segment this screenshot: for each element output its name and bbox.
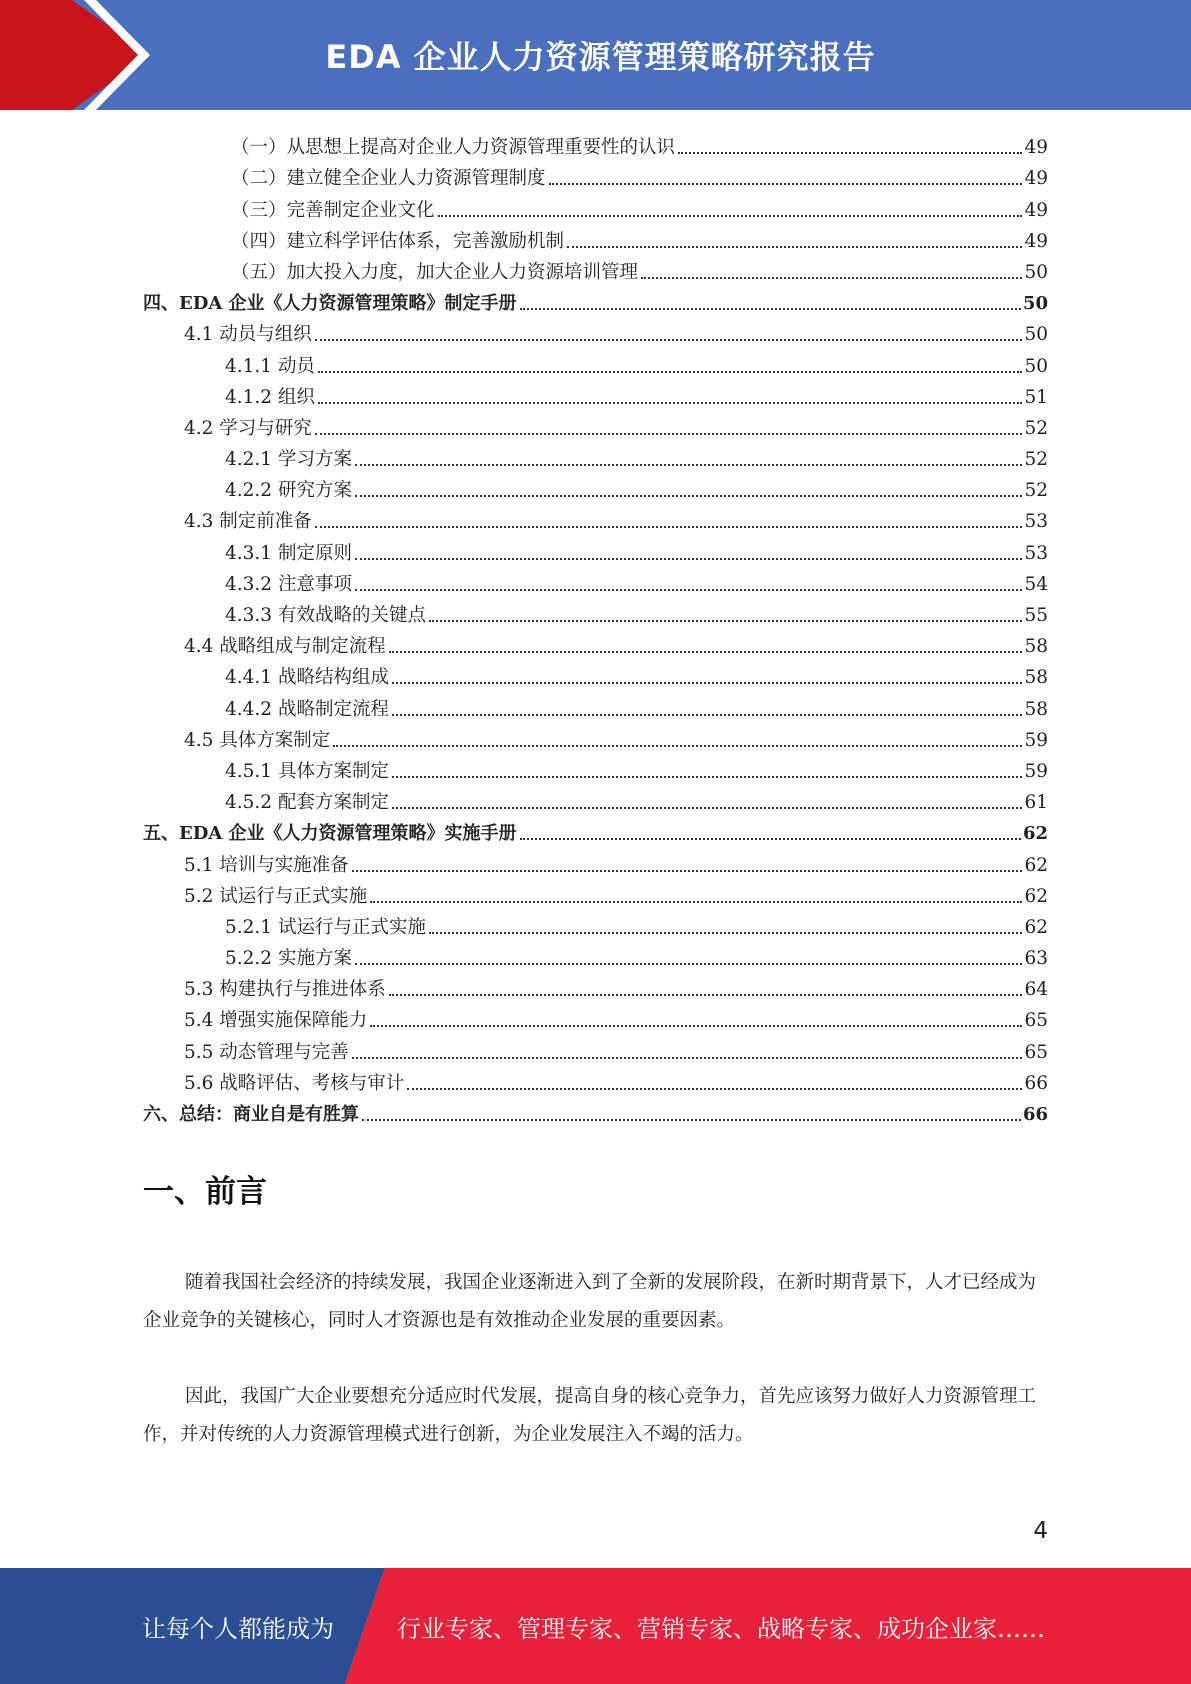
toc-entry-title: 4.5.1 具体方案制定 [225, 760, 389, 782]
toc-dot-leader [355, 589, 1023, 591]
toc-dot-leader [392, 714, 1022, 716]
toc-entry[interactable] [143, 596, 1048, 627]
toc-entry[interactable] [143, 1095, 1048, 1126]
table-of-contents [143, 128, 1048, 1126]
toc-entry-page: 53 [1024, 511, 1048, 533]
toc-entry-page: 52 [1024, 417, 1048, 439]
toc-entry[interactable] [143, 471, 1048, 502]
toc-entry-page: 65 [1024, 1010, 1048, 1032]
toc-entry-page: 52 [1024, 480, 1048, 502]
toc-entry-title: 4.2 学习与研究 [184, 417, 312, 439]
toc-entry[interactable] [143, 253, 1048, 284]
toc-entry-page: 50 [1024, 355, 1048, 377]
toc-entry-title: （四）建立科学评估体系，完善激励机制 [231, 230, 565, 252]
toc-entry-title: 5.6 战略评估、考核与审计 [184, 1072, 405, 1094]
toc-dot-leader [352, 1057, 1023, 1059]
toc-dot-leader [315, 526, 1023, 528]
toc-entry-title: 5.4 增强实施保障能力 [184, 1010, 368, 1032]
toc-dot-leader [407, 1088, 1022, 1090]
toc-entry-page: 50 [1022, 293, 1048, 315]
toc-entry[interactable] [143, 908, 1048, 939]
toc-entry-page: 66 [1022, 1104, 1048, 1125]
toc-entry-page: 49 [1024, 168, 1048, 190]
toc-dot-leader [389, 994, 1023, 996]
toc-entry[interactable] [143, 222, 1048, 253]
toc-entry-page: 63 [1024, 948, 1048, 970]
toc-entry[interactable] [143, 502, 1048, 533]
toc-entry[interactable] [143, 814, 1048, 845]
toc-entry-page: 49 [1024, 199, 1048, 221]
toc-entry-page: 62 [1024, 916, 1048, 938]
toc-entry[interactable] [143, 533, 1048, 564]
toc-entry-page: 58 [1024, 698, 1048, 720]
section-heading: 一、前言 [143, 1174, 267, 1210]
toc-entry-title: 5.2.2 实施方案 [225, 948, 352, 970]
toc-entry-title: 5.2.1 试运行与正式实施 [225, 916, 426, 938]
toc-dot-leader [520, 838, 1021, 840]
toc-entry-title: 4.4.2 战略制定流程 [225, 698, 389, 720]
toc-entry-title: 4.1.1 动员 [225, 355, 315, 377]
toc-dot-leader [362, 1119, 1021, 1121]
toc-entry-title: 4.3 制定前准备 [184, 511, 312, 533]
toc-entry-title: 5.5 动态管理与完善 [184, 1041, 349, 1063]
toc-entry[interactable] [143, 877, 1048, 908]
toc-dot-leader [520, 308, 1021, 310]
toc-entry-title: （三）完善制定企业文化 [231, 199, 435, 221]
toc-entry-title: 4.3.1 制定原则 [225, 542, 352, 564]
toc-dot-leader [429, 620, 1022, 622]
toc-entry[interactable] [143, 378, 1048, 409]
toc-entry-title: 4.1.2 组织 [225, 386, 315, 408]
toc-entry[interactable] [143, 159, 1048, 190]
toc-dot-leader [549, 183, 1023, 185]
toc-entry-title: 4.5.2 配套方案制定 [225, 792, 389, 814]
toc-entry[interactable] [143, 658, 1048, 689]
toc-entry-page: 51 [1024, 386, 1048, 408]
toc-entry-page: 66 [1024, 1072, 1048, 1094]
toc-entry[interactable] [143, 440, 1048, 471]
footer-slogan-left: 让每个人都能成为 [142, 1614, 334, 1643]
toc-entry-page: 55 [1024, 605, 1048, 626]
toc-dot-leader [429, 932, 1022, 934]
toc-dot-leader [392, 807, 1022, 809]
toc-entry-page: 54 [1024, 573, 1048, 595]
toc-dot-leader [392, 682, 1022, 684]
toc-entry-title: 5.2 试运行与正式实施 [184, 885, 368, 907]
toc-entry-title: 四、EDA 企业《人力资源管理策略》制定手册 [143, 293, 517, 315]
toc-entry-page: 62 [1024, 885, 1048, 907]
toc-entry-page: 49 [1024, 137, 1048, 159]
toc-entry-page: 59 [1024, 729, 1048, 751]
toc-entry[interactable] [143, 346, 1048, 377]
toc-entry-page: 52 [1024, 449, 1048, 471]
toc-dot-leader [315, 433, 1023, 435]
toc-entry-page: 50 [1024, 324, 1048, 346]
toc-entry-page: 64 [1024, 979, 1048, 1001]
toc-dot-leader [392, 776, 1022, 778]
toc-dot-leader [438, 215, 1023, 217]
toc-dot-leader [355, 464, 1023, 466]
toc-dot-leader [318, 371, 1023, 373]
toc-dot-leader [370, 1025, 1022, 1027]
toc-entry-title: （五）加大投入力度，加大企业人力资源培训管理 [231, 261, 639, 283]
toc-entry-title: 4.5 具体方案制定 [184, 729, 331, 751]
toc-entry-page: 59 [1024, 760, 1048, 782]
toc-dot-leader [355, 495, 1023, 497]
toc-entry-title: （二）建立健全企业人力资源管理制度 [231, 168, 546, 190]
toc-entry-title: 4.3.2 注意事项 [225, 573, 352, 595]
toc-entry[interactable] [143, 939, 1048, 970]
toc-entry-title: 4.3.3 有效战略的关键点 [225, 605, 426, 626]
toc-dot-leader [333, 745, 1022, 747]
toc-dot-leader [370, 901, 1022, 903]
toc-entry-title: 4.2.1 学习方案 [225, 449, 352, 471]
toc-entry[interactable] [143, 1064, 1048, 1095]
toc-entry-title: 五、EDA 企业《人力资源管理策略》实施手册 [143, 823, 517, 845]
toc-entry-page: 61 [1024, 792, 1048, 814]
toc-entry-page: 62 [1024, 854, 1048, 876]
toc-entry-title: （一）从思想上提高对企业人力资源管理重要性的认识 [231, 137, 676, 159]
toc-entry-page: 58 [1024, 667, 1048, 689]
toc-entry-page: 65 [1024, 1041, 1048, 1063]
toc-dot-leader [318, 402, 1023, 404]
footer-slogan-right: 行业专家、管理专家、营销专家、战略专家、成功企业家…… [397, 1614, 1045, 1643]
toc-entry[interactable] [143, 1032, 1048, 1063]
toc-entry[interactable] [143, 315, 1048, 346]
toc-dot-leader [315, 339, 1023, 341]
toc-entry-title: 5.3 构建执行与推进体系 [184, 979, 386, 1001]
toc-dot-leader [389, 651, 1023, 653]
toc-entry[interactable] [143, 721, 1048, 752]
body-paragraph: 随着我国社会经济的持续发展，我国企业逐渐进入到了全新的发展阶段，在新时期背景下，人才已经成为企业竞争的关键核心，同时人才资源也是有效推动企业发展的重要因素。 [143, 1272, 1037, 1331]
toc-dot-leader [678, 152, 1022, 154]
toc-entry-page: 50 [1024, 261, 1048, 283]
toc-entry[interactable] [143, 627, 1048, 658]
toc-entry[interactable] [143, 565, 1048, 596]
toc-entry-title: 4.2.2 研究方案 [225, 480, 352, 502]
toc-entry[interactable] [143, 752, 1048, 783]
toc-dot-leader [355, 558, 1023, 560]
toc-entry[interactable] [143, 845, 1048, 876]
body-paragraph: 因此，我国广大企业要想充分适应时代发展，提高自身的核心竞争力，首先应该努力做好人力资源管理工作，并对传统的人力资源管理模式进行创新，为企业发展注入不竭的活力。 [143, 1386, 1037, 1445]
toc-entry[interactable] [143, 409, 1048, 440]
page-number: 4 [1033, 1518, 1048, 1544]
toc-entry-title: 4.1 动员与组织 [184, 324, 312, 346]
toc-entry-page: 49 [1024, 230, 1048, 252]
page-footer [0, 1568, 1191, 1684]
toc-dot-leader [641, 277, 1022, 279]
toc-entry-title: 六、总结：商业自是有胜算 [143, 1104, 359, 1125]
toc-dot-leader [567, 246, 1022, 248]
toc-entry-page: 53 [1024, 542, 1048, 564]
toc-entry-title: 4.4 战略组成与制定流程 [184, 636, 386, 658]
toc-entry-page: 62 [1022, 823, 1048, 845]
toc-entry-page: 58 [1024, 636, 1048, 658]
toc-entry[interactable] [143, 128, 1048, 159]
toc-entry[interactable] [143, 689, 1048, 720]
toc-entry[interactable] [143, 284, 1048, 315]
toc-entry[interactable] [143, 970, 1048, 1001]
toc-entry-title: 4.4.1 战略结构组成 [225, 667, 389, 689]
toc-entry[interactable] [143, 783, 1048, 814]
toc-entry[interactable] [143, 190, 1048, 221]
document-title: EDA 企业人力资源管理策略研究报告 [325, 38, 876, 76]
toc-dot-leader [352, 870, 1023, 872]
toc-dot-leader [355, 963, 1023, 965]
toc-entry[interactable] [143, 1001, 1048, 1032]
page-header [0, 0, 1191, 110]
toc-entry-title: 5.1 培训与实施准备 [184, 854, 349, 876]
